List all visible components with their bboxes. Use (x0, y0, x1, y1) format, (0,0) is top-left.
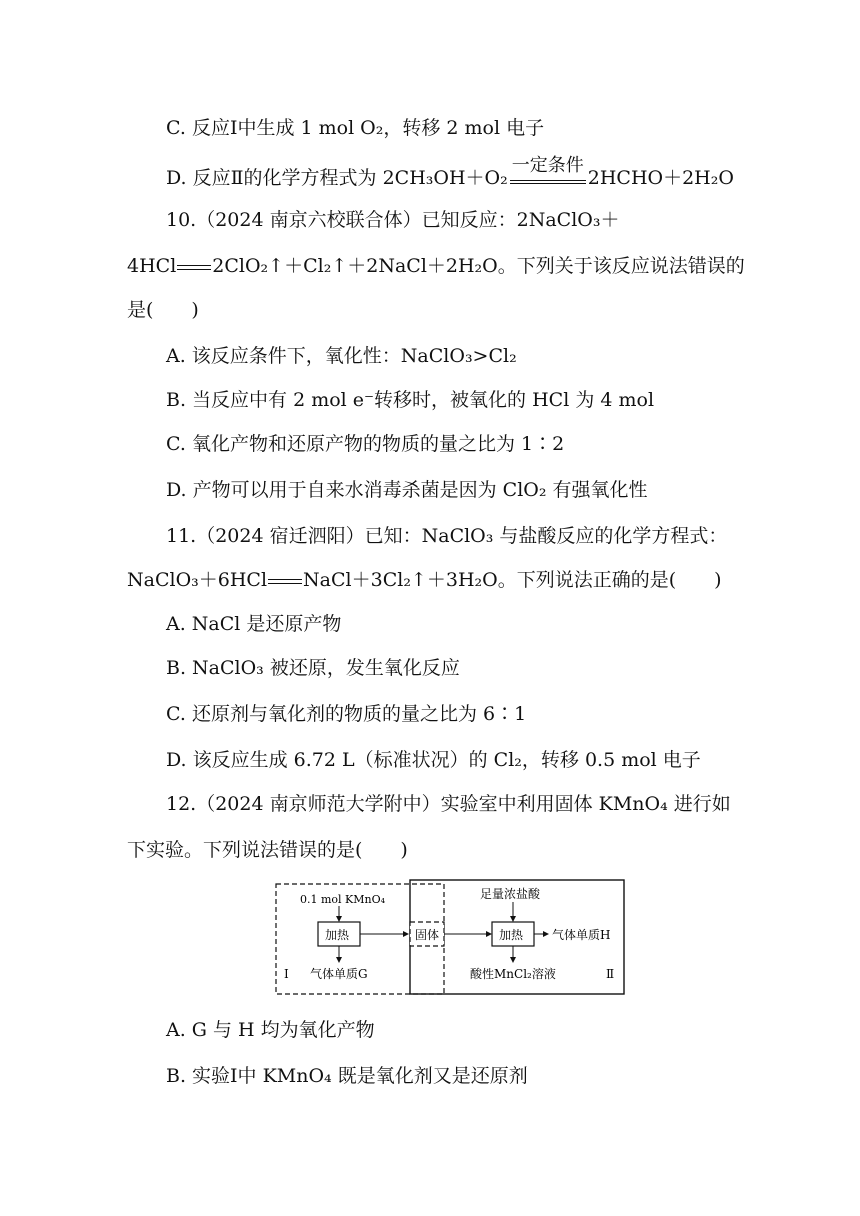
gas-g-label: 气体单质G (310, 967, 368, 981)
experiment-diagram (270, 878, 630, 1000)
option-b-q10: B. 当反应中有 2 mol e⁻转移时，被氧化的 HCl 为 4 mol (166, 389, 655, 411)
region-1-label: Ⅰ (284, 967, 289, 981)
option-d-q9-post: 2HCHO＋2H₂O (587, 167, 734, 189)
option-b-q11: B. NaClO₃ 被还原，发生氧化反应 (166, 657, 460, 679)
option-b-q12: B. 实验Ⅰ中 KMnO₄ 既是氧化剂又是还原剂 (166, 1065, 528, 1087)
input-1-label: 0.1 mol KMnO₄ (300, 893, 386, 906)
option-c-q9: C. 反应Ⅰ中生成 1 mol O₂，转移 2 mol 电子 (166, 117, 545, 139)
gas-h-label: 气体单质H (552, 928, 611, 942)
input-2-label: 足量浓盐酸 (480, 887, 541, 901)
equation-products: NaCl＋3Cl₂↑＋3H₂O。下列说法正确的是( ) (303, 569, 722, 591)
heat-2-label: 加热 (499, 928, 524, 942)
option-a-q10: A. 该反应条件下，氧化性：NaClO₃>Cl₂ (166, 345, 517, 367)
equation-reactants: NaClO₃＋6HCl (127, 569, 268, 591)
option-c-q10: C. 氧化产物和还原产物的物质的量之比为 1∶2 (166, 433, 565, 455)
question-11-equation (127, 568, 722, 592)
option-d-q10: D. 产物可以用于自来水消毒杀菌是因为 ClO₂ 有强氧化性 (166, 479, 648, 501)
question-10-stem: 10.（2024 南京六校联合体）已知反应：2NaClO₃＋ (166, 209, 620, 231)
reaction-condition: 一定条件 (510, 168, 586, 184)
heat-1-label: 加热 (325, 928, 350, 942)
question-11-stem: 11.（2024 宿迁泗阳）已知：NaClO₃ 与盐酸反应的化学方程式： (166, 525, 728, 547)
region-2-label: Ⅱ (606, 967, 615, 981)
equation-products: 2ClO₂↑＋Cl₂↑＋2NaCl＋2H₂O。下列关于该反应说法错误的 (212, 255, 745, 277)
option-d-q9 (166, 155, 734, 190)
question-12-stem: 12.（2024 南京师范大学附中）实验室中利用固体 KMnO₄ 进行如 (166, 793, 731, 815)
equals-sign (268, 579, 302, 584)
question-12-tail: 下实验。下列说法错误的是( ) (127, 839, 408, 861)
equation-reactants: 4HCl (127, 255, 177, 277)
question-10-tail: 是( ) (127, 299, 199, 321)
solid-label: 固体 (415, 928, 440, 942)
question-10-equation (127, 254, 745, 278)
option-d-q9-pre: D. 反应Ⅱ的化学方程式为 2CH₃OH＋O₂ (166, 167, 508, 189)
option-a-q12: A. G 与 H 均为氧化产物 (166, 1019, 375, 1041)
equals-sign (177, 265, 211, 270)
option-c-q11: C. 还原剂与氧化剂的物质的量之比为 6∶1 (166, 703, 527, 725)
product-2-label: 酸性MnCl₂溶液 (470, 967, 556, 981)
option-a-q11: A. NaCl 是还原产物 (166, 613, 342, 635)
option-d-q11: D. 该反应生成 6.72 L（标准状况）的 Cl₂，转移 0.5 mol 电子 (166, 749, 701, 771)
